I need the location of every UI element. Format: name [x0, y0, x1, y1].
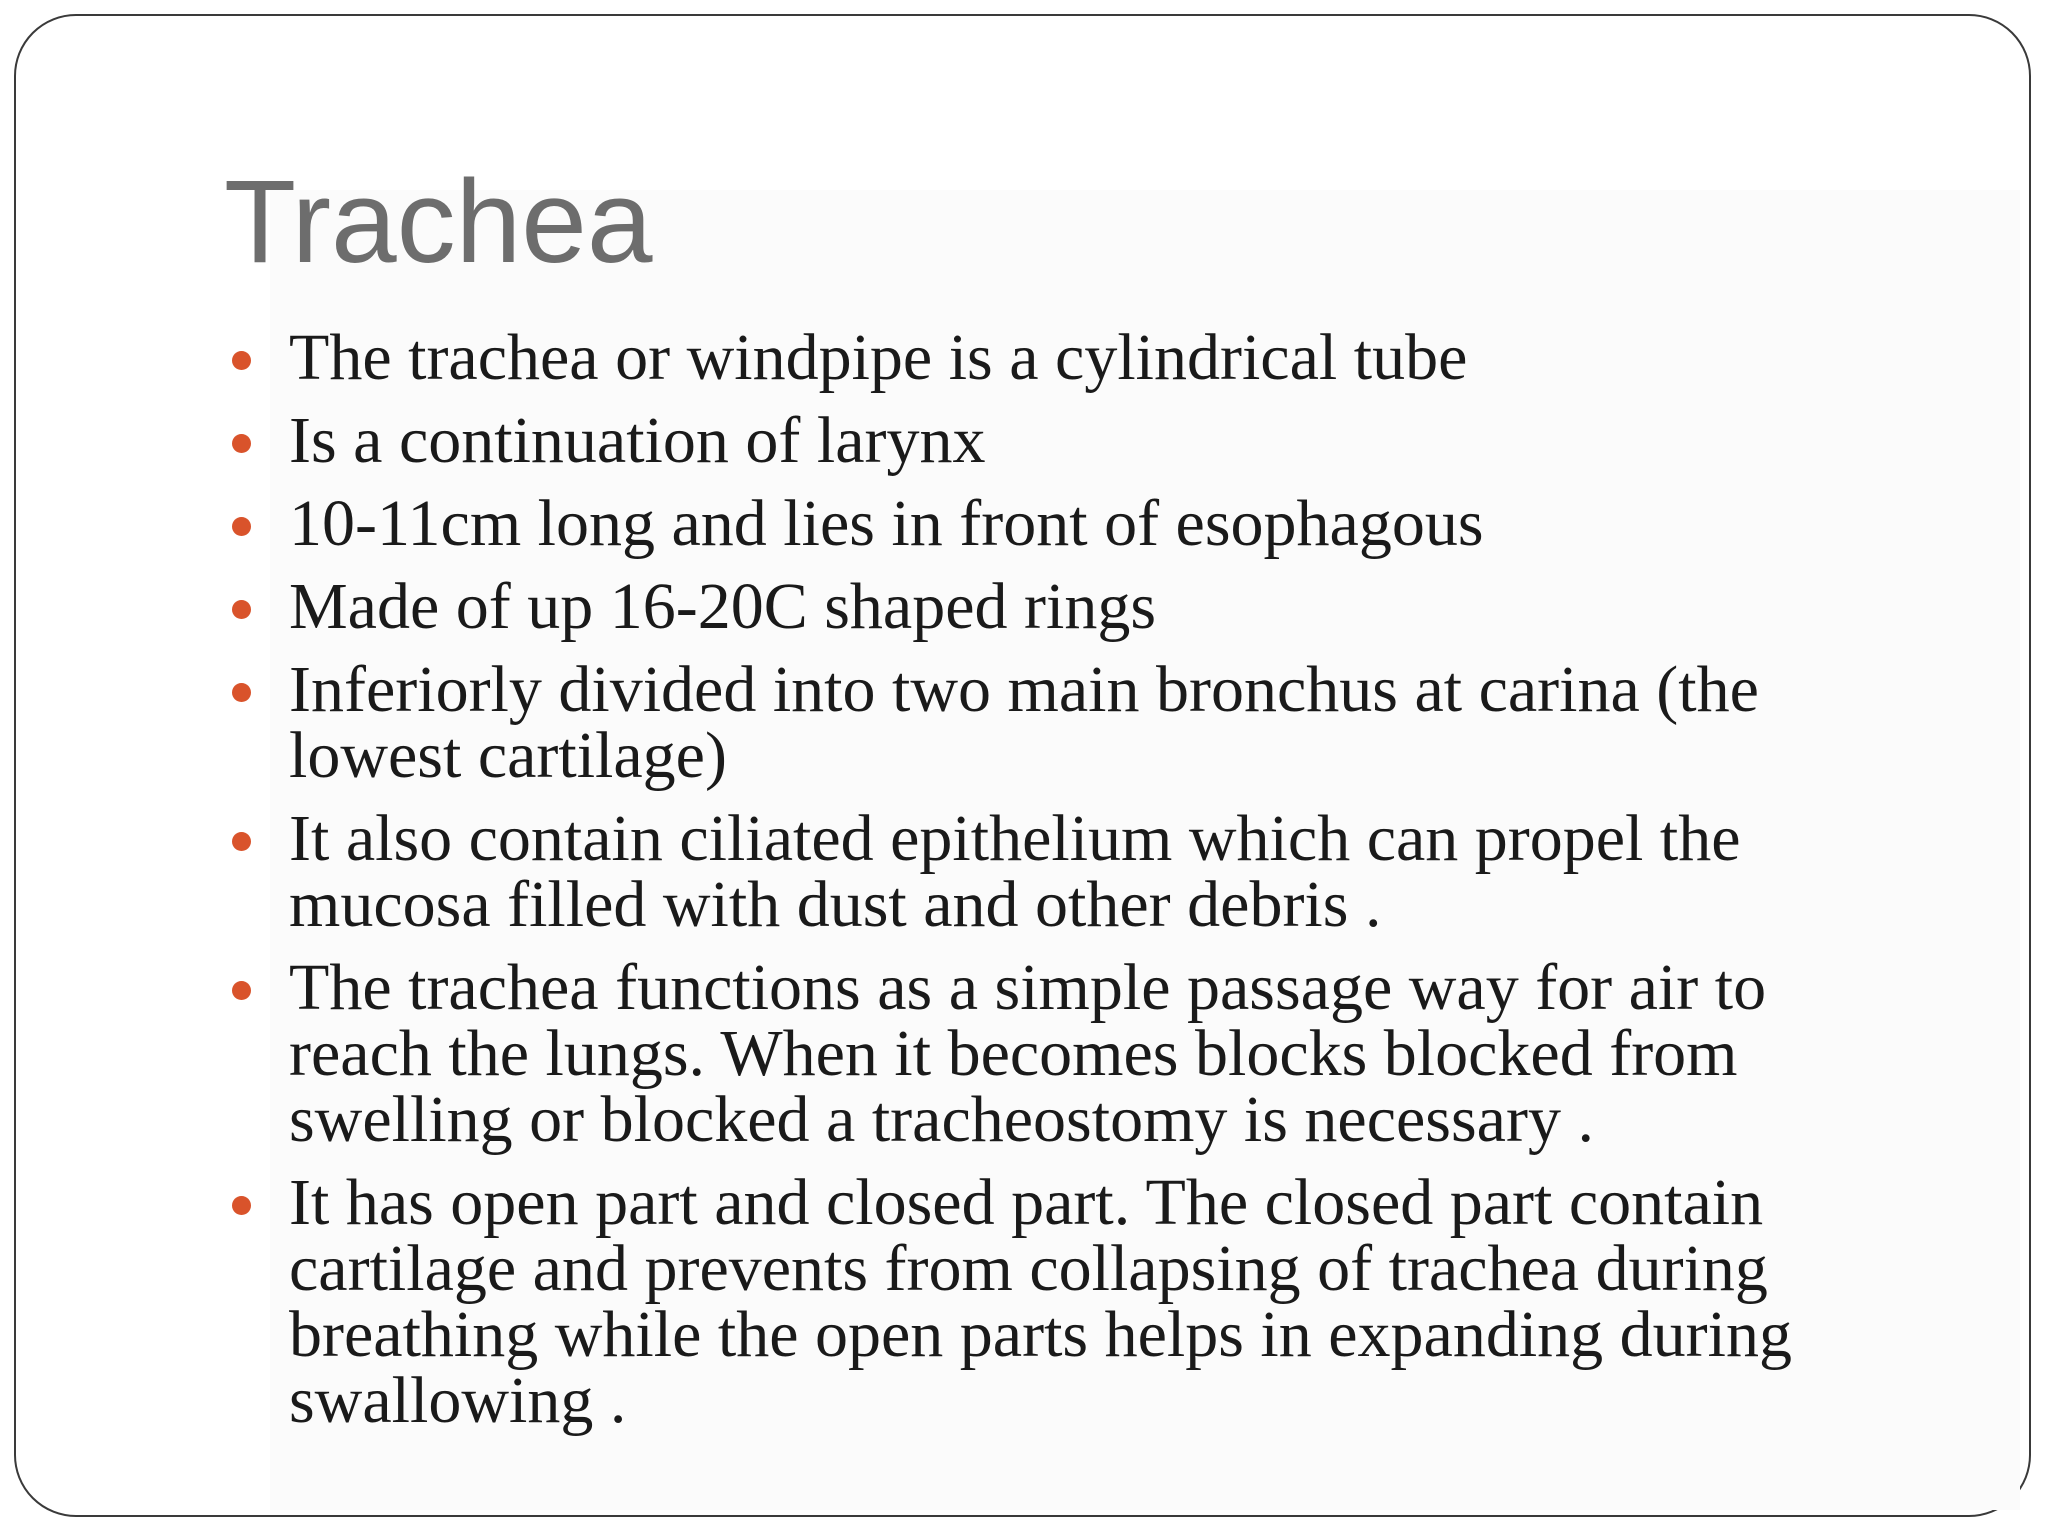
bullet-item	[226, 1166, 1866, 1437]
bullet-dot-icon	[232, 434, 251, 453]
bullet-item	[226, 653, 1866, 792]
bullet-dot-icon	[232, 600, 251, 619]
slide-title: Trachea	[224, 156, 653, 288]
bullet-dot-icon	[232, 832, 251, 851]
bullet-dot-icon	[232, 1196, 251, 1215]
bullet-text: It has open part and closed part. The closed part contain cartilage and prevents from collapsing of trachea during breathing while the open parts helps in expanding during swallowing .	[289, 1166, 1792, 1437]
bullet-item	[226, 951, 1866, 1156]
bullet-text: Inferiorly divided into two main bronchus at carina (the lowest cartilage)	[289, 653, 1759, 792]
bullet-list	[226, 321, 1866, 1451]
bullet-item	[226, 487, 1866, 560]
bullet-dot-icon	[232, 981, 251, 1000]
bullet-item	[226, 802, 1866, 941]
bullet-text: It also contain ciliated epithelium which can propel the mucosa filled with dust and other debris .	[289, 802, 1741, 941]
bullet-text: 10-11cm long and lies in front of esophagous	[289, 487, 1484, 560]
bullet-text: The trachea or windpipe is a cylindrical tube	[289, 321, 1468, 394]
bullet-text: The trachea functions as a simple passage way for air to reach the lungs. When it becomes blocks blocked from swelling or blocked a tracheostomy is necessary .	[289, 951, 1767, 1156]
bullet-text: Is a continuation of larynx	[289, 404, 986, 477]
bullet-item	[226, 404, 1866, 477]
bullet-dot-icon	[232, 683, 251, 702]
bullet-dot-icon	[232, 351, 251, 370]
bullet-dot-icon	[232, 517, 251, 536]
bullet-text: Made of up 16-20C shaped rings	[289, 570, 1157, 643]
bullet-item	[226, 321, 1866, 394]
bullet-item	[226, 570, 1866, 643]
